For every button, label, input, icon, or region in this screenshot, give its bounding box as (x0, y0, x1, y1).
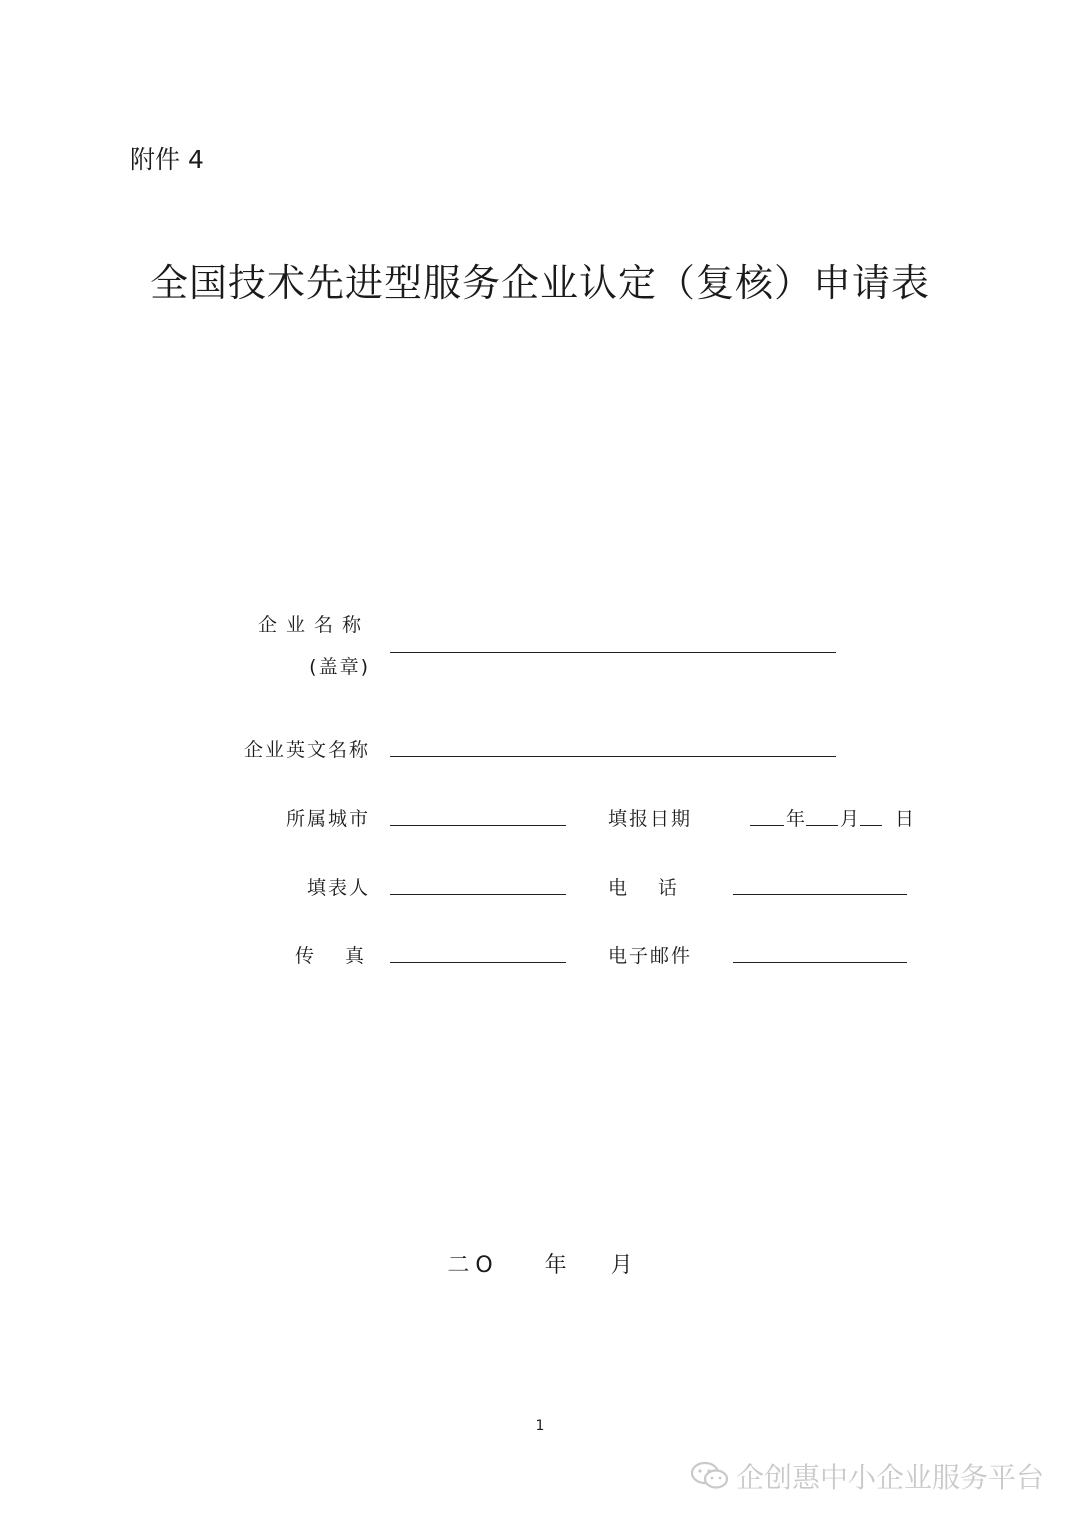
attachment-label: 附件 4 (130, 145, 204, 174)
email-label: 电子邮件 (608, 945, 693, 967)
city-field[interactable] (390, 825, 566, 826)
fax-field[interactable] (390, 962, 566, 963)
fill-date-month-field[interactable] (806, 825, 838, 826)
wechat-icon (690, 1461, 730, 1491)
email-field[interactable] (733, 962, 907, 963)
english-name-label: 企业英文名称 (243, 739, 370, 761)
footer-date-year: 年 (544, 1253, 567, 1278)
document-title: 全国技术先进型服务企业认定（复核）申请表 (149, 261, 930, 305)
footer-date (0, 1248, 1080, 1279)
watermark-text: 企创惠中小企业服务平台 (735, 1461, 1044, 1494)
fill-date-day-char: 日 (895, 808, 917, 830)
english-name-field[interactable] (390, 756, 836, 757)
company-name-field[interactable] (390, 652, 836, 653)
fill-date-year-field[interactable] (750, 825, 784, 826)
fill-date-month-char: 月 (840, 808, 862, 830)
fill-date-day-field[interactable] (860, 825, 882, 826)
page-number: 1 (535, 1418, 545, 1434)
company-name-label: 企业名称 (257, 614, 370, 636)
watermark (690, 1456, 1044, 1496)
phone-field[interactable] (733, 894, 907, 895)
filler-label: 填表人 (306, 877, 370, 899)
footer-date-month: 月 (610, 1253, 633, 1278)
filler-field[interactable] (390, 894, 566, 895)
company-name-seal-note: (盖章) (309, 656, 370, 678)
phone-label: 电 话 (608, 877, 684, 899)
city-label: 所属城市 (285, 808, 370, 830)
fill-date-label: 填报日期 (608, 808, 693, 830)
fax-label: 传 真 (294, 945, 370, 967)
fill-date-year-char: 年 (786, 808, 808, 830)
footer-date-prefix: 二O (447, 1253, 499, 1278)
